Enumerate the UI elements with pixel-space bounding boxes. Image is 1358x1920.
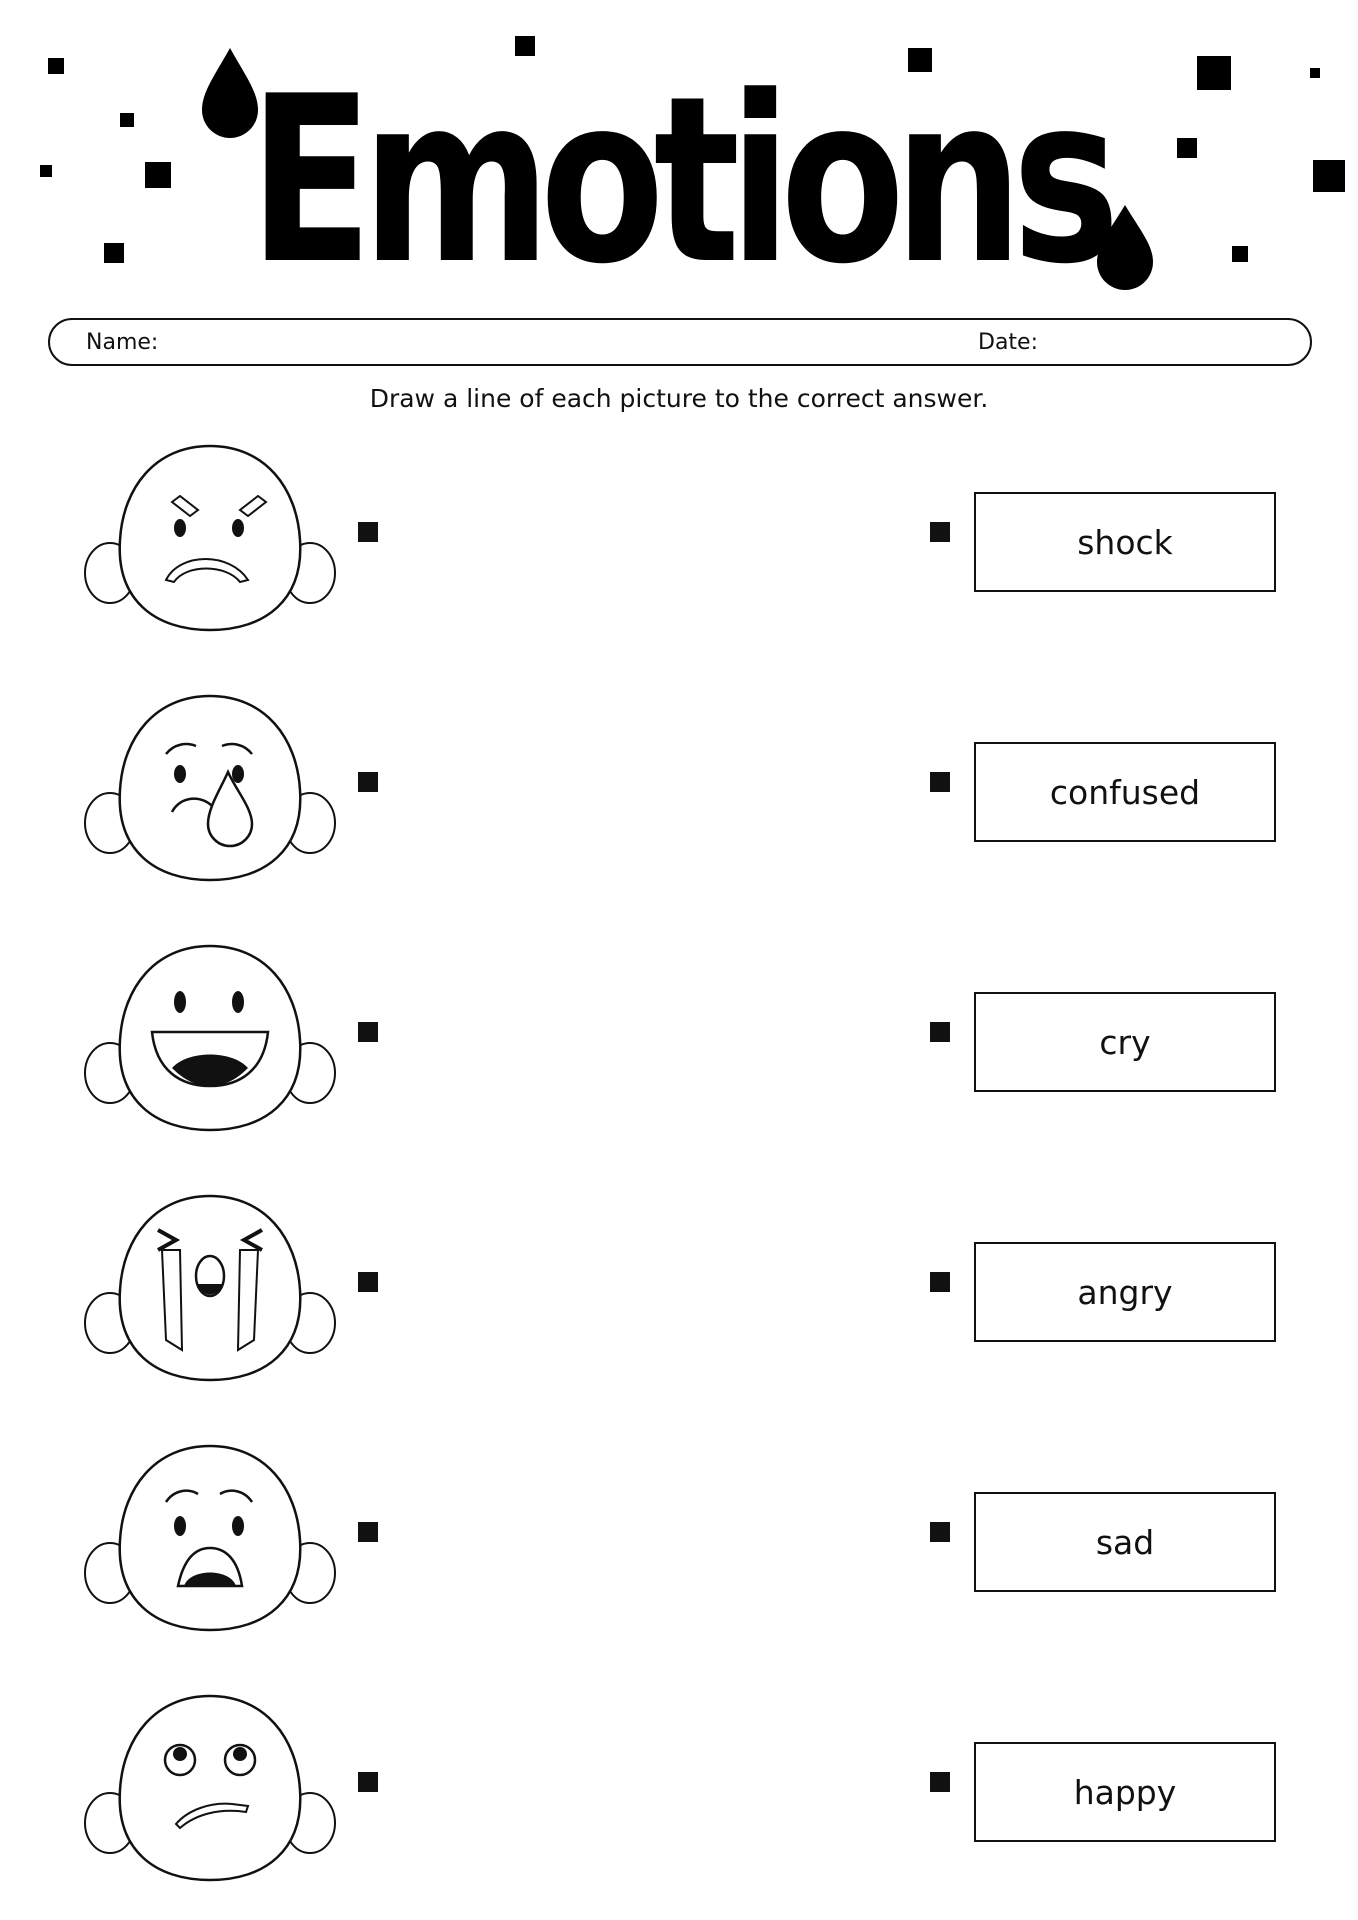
page-title: Emotions: [249, 48, 1112, 290]
name-label: Name:: [86, 330, 159, 355]
right-match-point[interactable]: [930, 522, 950, 542]
name-date-bar: [48, 318, 1312, 366]
angry-face-icon: [80, 440, 340, 640]
answer-box: angry: [974, 1242, 1276, 1342]
answer-box: shock: [974, 492, 1276, 592]
match-row: [0, 940, 1358, 1140]
left-match-point[interactable]: [358, 1272, 378, 1292]
title-area: [0, 30, 1358, 290]
left-match-point[interactable]: [358, 1022, 378, 1042]
match-row: [0, 440, 1358, 640]
date-label: Date:: [978, 330, 1038, 355]
instructions: Draw a line of each picture to the correct answer.: [369, 384, 989, 413]
left-match-point[interactable]: [358, 1522, 378, 1542]
sobbing-face-icon: [80, 1190, 340, 1390]
left-match-point[interactable]: [358, 1772, 378, 1792]
right-match-point[interactable]: [930, 772, 950, 792]
cry-face-icon: [80, 690, 340, 890]
answer-box: happy: [974, 1742, 1276, 1842]
shock-face-icon: [80, 1440, 340, 1640]
match-row: [0, 1440, 1358, 1640]
answer-box: cry: [974, 992, 1276, 1092]
answer-box: confused: [974, 742, 1276, 842]
right-match-point[interactable]: [930, 1522, 950, 1542]
right-match-point[interactable]: [930, 1022, 950, 1042]
match-row: [0, 1190, 1358, 1390]
match-row: [0, 690, 1358, 890]
right-match-point[interactable]: [930, 1772, 950, 1792]
happy-face-icon: [80, 940, 340, 1140]
left-match-point[interactable]: [358, 772, 378, 792]
confused-face-icon: [80, 1690, 340, 1890]
answer-box: sad: [974, 1492, 1276, 1592]
right-match-point[interactable]: [930, 1272, 950, 1292]
left-match-point[interactable]: [358, 522, 378, 542]
match-row: [0, 1690, 1358, 1890]
